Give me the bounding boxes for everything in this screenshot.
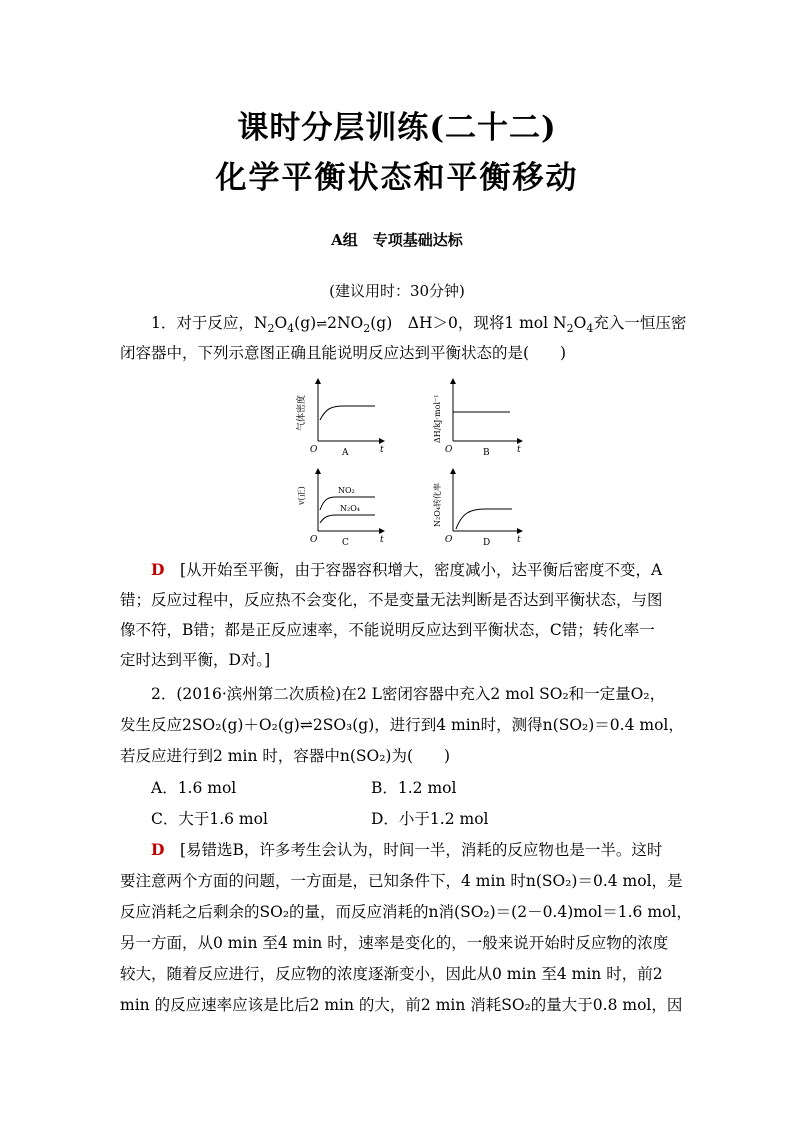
svg-text:O: O	[310, 535, 318, 545]
graph-c-no2-label: NO₂	[338, 486, 355, 495]
graph-c-label: C	[342, 538, 349, 548]
q2-explanation-line4: 另一方面，从0 min 至4 min 时，速率是变化的，一般来说开始时反应物的浓度	[120, 934, 669, 952]
q2-line3: 若反应进行到2 min 时，容器中n(SO₂)为( )	[120, 747, 451, 765]
graph-a-label: A	[342, 448, 349, 458]
graph-d-curve	[456, 509, 512, 529]
svg-text:t: t	[380, 445, 384, 455]
q1-explanation-line4: 定时达到平衡，D对。]	[120, 651, 271, 669]
graph-c	[297, 471, 384, 548]
q2-explanation-line1: D [易错选B，许多考生会认为，时间一半，消耗的反应物也是一半。这时	[151, 840, 663, 859]
q2-line1: 2．(2016·滨州第二次质检)在2 L密闭容器中充入2 mol SO₂和一定量O₂，	[151, 685, 666, 703]
graph-b-ylabel: ΔH/kJ·mol⁻¹	[433, 394, 442, 443]
q1-explanation-line1: D [从开始至平衡，由于容器容积增大，密度减小，达平衡后密度不变，A	[151, 560, 663, 579]
graph-b-label: B	[483, 448, 490, 458]
q1-line1: 1．对于反应，$N_2O_4(g)\rightleftharpoons 2NO_2(g)$ ΔH＞0，现将1 mol $N_2O_4$充入一恒压密	[151, 314, 687, 336]
graph-d-ylabel: N₂O₄转化率	[433, 483, 442, 527]
graph-c-curve-n2o4	[320, 515, 375, 523]
graph-a	[295, 381, 384, 458]
section-heading: A组 专项基础达标	[331, 231, 463, 249]
q1-answer: D	[151, 560, 165, 579]
q2-option-d: D．小于1.2 mol	[371, 810, 489, 828]
page-subtitle: 化学平衡状态和平衡移动	[215, 160, 579, 196]
q1-graphs	[290, 375, 540, 550]
q2-explanation-line3: 反应消耗之后剩余的SO₂的量，而反应消耗的n消(SO₂)＝(2－0.4)mol＝1.6 mol，	[120, 903, 692, 921]
q2-answer: D	[151, 840, 165, 859]
equilibrium-arrow: ⇌	[316, 317, 328, 332]
q1-line2: 闭容器中，下列示意图正确且能说明反应达到平衡状态的是( )	[120, 344, 567, 362]
q1-explanation-line2: 错；反应过程中，反应热不会变化，不是变量无法判断是否达到平衡状态，与图	[120, 591, 663, 609]
q2-line2: 发生反应2SO₂(g)＋O₂(g)⇌2SO₃(g)，进行到4 min时，测得n(SO₂)＝0.4 mol，	[120, 716, 684, 734]
graph-a-ylabel: 气体密度	[297, 394, 307, 431]
q1-explanation-line3: 像不符，B错；都是正反应速率，不能说明反应达到平衡状态，C错；转化率一	[120, 621, 655, 639]
graph-d	[432, 471, 521, 548]
svg-text:O: O	[445, 535, 453, 545]
graph-b	[433, 381, 521, 458]
q2-explanation-line2: 要注意两个方面的问题，一方面是，已知条件下，4 min 时n(SO₂)＝0.4 mol，是	[120, 872, 683, 890]
graph-a-curve	[320, 406, 375, 420]
graph-c-ylabel: v(正)	[297, 486, 306, 505]
q2-option-b: B．1.2 mol	[371, 779, 457, 797]
q2-explanation-line6: min 的反应速率应该是比后2 min 的大，前2 min 消耗SO₂的量大于0.8 mol，因	[120, 996, 683, 1014]
svg-text:O: O	[310, 445, 318, 455]
time-hint: (建议用时：30分钟)	[329, 282, 465, 300]
graph-d-label: D	[483, 538, 491, 548]
q2-option-a: A．1.6 mol	[151, 779, 237, 797]
graph-c-n2o4-label: N₂O₄	[340, 504, 360, 513]
svg-text:O: O	[445, 445, 453, 455]
svg-text:t: t	[380, 535, 384, 545]
svg-text:t: t	[517, 445, 521, 455]
q2-option-c: C．大于1.6 mol	[151, 810, 268, 828]
q2-explanation-line5: 较大，随着反应进行，反应物的浓度逐渐变小，因此从0 min 至4 min 时，前2	[120, 965, 663, 983]
page-title: 课时分层训练(二十二)	[237, 110, 557, 146]
svg-text:t: t	[517, 535, 521, 545]
